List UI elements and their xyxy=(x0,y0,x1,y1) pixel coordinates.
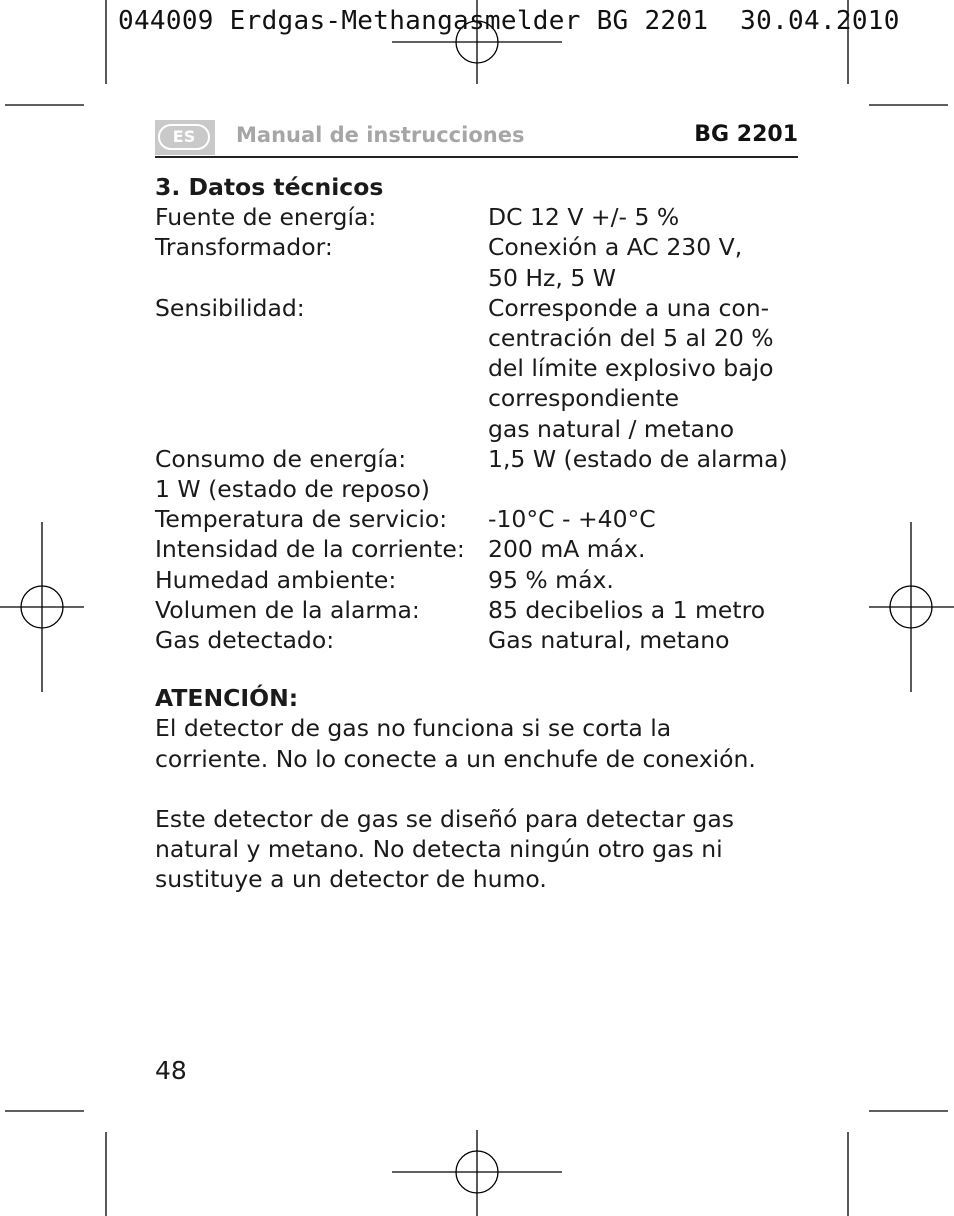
spec-label: Temperatura de servicio: xyxy=(155,505,448,534)
spec-row xyxy=(155,565,815,595)
spec-value xyxy=(488,293,815,444)
spec-label: Volumen de la alarma: xyxy=(155,595,420,624)
spec-label: Humedad ambiente: xyxy=(155,565,397,594)
warning-title: ATENCIÓN: xyxy=(155,684,299,713)
spec-label: Consumo de energía: xyxy=(155,444,407,473)
spec-value-line: 1,5 W (estado de alarma) xyxy=(488,444,788,473)
spec-label: Transformador: xyxy=(155,233,333,262)
warning-line: El detector de gas no funciona si se corta la xyxy=(155,714,672,743)
language-badge: ES xyxy=(158,124,210,150)
spec-value xyxy=(488,444,815,474)
spec-value-line: DC 12 V +/- 5 % xyxy=(488,203,680,232)
spec-value xyxy=(488,232,815,292)
spec-row xyxy=(155,625,815,655)
spec-value xyxy=(488,202,815,232)
spec-label: Sensibilidad: xyxy=(155,293,305,322)
warning-line: corriente. No lo conecte a un enchufe de conexión. xyxy=(155,744,756,773)
warning-text xyxy=(155,713,815,773)
spec-value-line: gas natural / metano xyxy=(488,414,735,443)
spec-value: Gas natural, metano xyxy=(488,626,730,655)
spec-label: Fuente de energía: xyxy=(155,203,377,232)
spec-row xyxy=(155,504,815,534)
standby-consumption: 1 W (estado de reposo) xyxy=(155,475,430,504)
spec-value-line: Conexión a AC 230 V, xyxy=(488,233,743,262)
spec-row xyxy=(155,534,815,564)
spec-value-line: Corresponde a una con- xyxy=(488,293,770,322)
spec-row xyxy=(155,444,815,474)
spec-row xyxy=(155,293,815,444)
language-tab xyxy=(155,120,215,155)
note-line: natural y metano. No detecta ningún otro gas ni xyxy=(155,835,723,864)
registration-mark-left xyxy=(0,522,84,692)
spec-value-line: centración del 5 al 20 % xyxy=(488,324,774,353)
print-slug: 044009 Erdgas-Methangasmelder BG 2201 30.04.2010 xyxy=(118,6,900,36)
spec-value: 200 mA máx. xyxy=(488,535,646,564)
spec-value-line: 50 Hz, 5 W xyxy=(488,263,616,292)
spec-value-line: del límite explosivo bajo xyxy=(488,354,774,383)
section-title: 3. Datos técnicos xyxy=(155,173,384,201)
spec-label: Gas detectado: xyxy=(155,626,335,655)
spec-value: 95 % máx. xyxy=(488,565,614,594)
spec-row xyxy=(155,232,815,292)
registration-mark-right xyxy=(869,522,954,692)
spec-value: 85 decibelios a 1 metro xyxy=(488,595,766,624)
page-content xyxy=(155,172,815,894)
spec-value: -10°C - +40°C xyxy=(488,505,656,534)
registration-mark-bottom xyxy=(392,1130,562,1216)
page-number: 48 xyxy=(155,1056,187,1085)
note-line: sustituye a un detector de humo. xyxy=(155,865,547,894)
page-header xyxy=(155,118,798,158)
spec-label: Intensidad de la corriente: xyxy=(155,535,465,564)
note-text xyxy=(155,804,815,895)
manual-title: Manual de instrucciones xyxy=(236,123,525,147)
spec-value-line: correspondiente xyxy=(488,384,680,413)
note-line: Este detector de gas se diseñó para detectar gas xyxy=(155,804,734,833)
spec-row xyxy=(155,595,815,625)
spec-row xyxy=(155,202,815,232)
model-number: BG 2201 xyxy=(694,122,798,147)
